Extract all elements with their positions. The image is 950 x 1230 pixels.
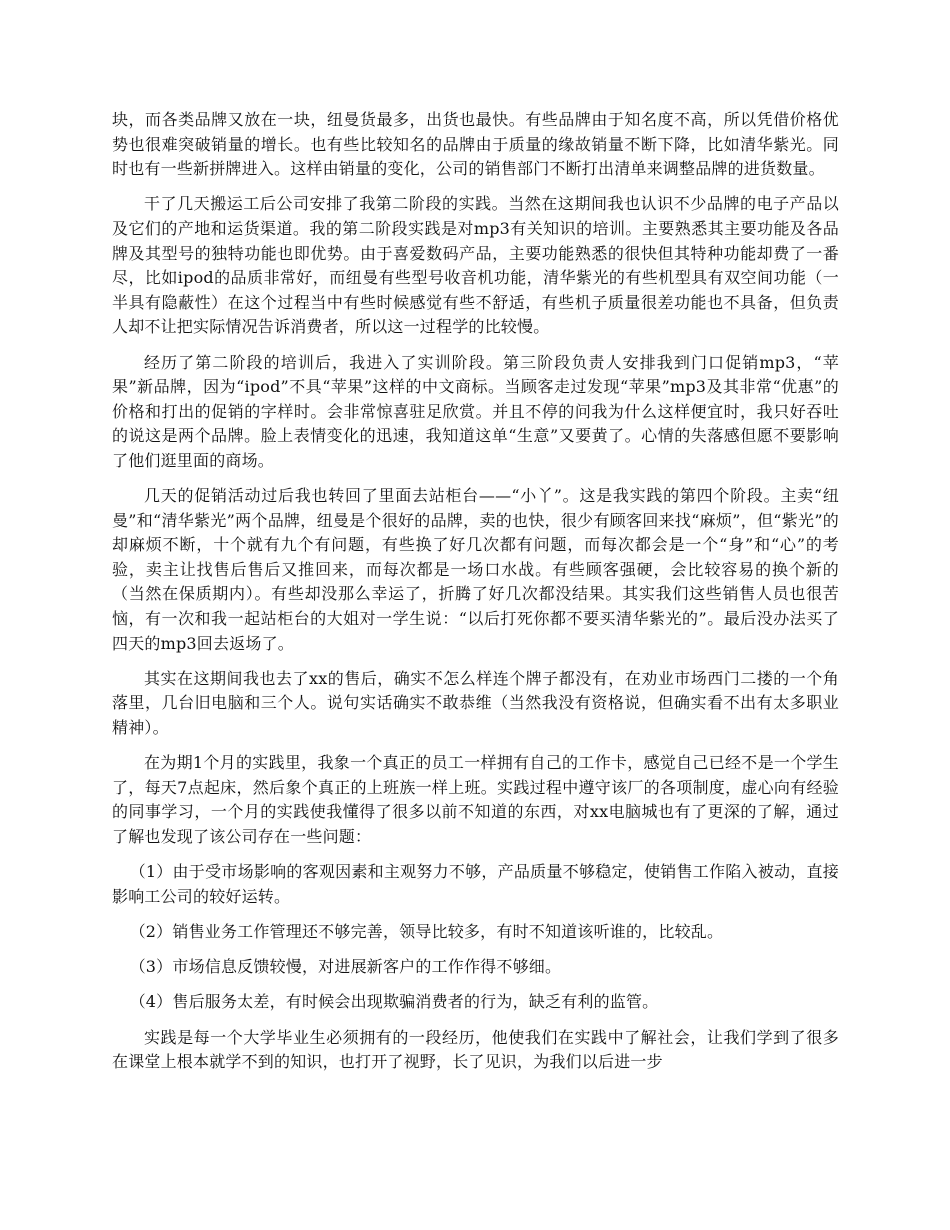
paragraph-third-stage: 经历了第二阶段的培训后，我进入了实训阶段。第三阶段负责人安排我到门口促销mp3，“苹果”新品牌，因为“ipod”不具“苹果”这样的中文商标。当顾客走过发现“苹果”mp3及其非常“优惠”的价格和打出的促销的字样时。会非常惊喜驻足欣赏。并且不停的问我为什么这样便宜时，我只好吞吐的说这是两个品牌。脸上表情变化的迅速，我知道这单“生意”又要黄了。心情的失落感但愿不要影响了他们逛里面的商场。 — [112, 352, 839, 470]
paragraph-second-stage: 干了几天搬运工后公司安排了我第二阶段的实践。当然在这期间我也认识不少品牌的电子产品以及它们的产地和运货渠道。我的第二阶段实践是对mp3有关知识的培训。主要熟悉其主要功能及各品牌及其型号的独特功能也即优势。由于喜爱数码产品，主要功能熟悉的很快但其特种功能却费了一番尽，比如ipod的品质非常好，而纽曼有些型号收音机功能，清华紫光的有些机型具有双空间功能（一半具有隐蔽性）在这个过程当中有些时候感觉有些不舒适，有些机子质量很差功能也不具备，但负责人却不让把实际情况告诉消费者，所以这一过程学的比较慢。 — [112, 194, 839, 337]
paragraph-fourth-stage: 几天的促销活动过后我也转回了里面去站柜台——“小丫”。这是我实践的第四个阶段。主卖“纽曼”和“清华紫光”两个品牌，纽曼是个很好的品牌，卖的也快，很少有顾客回来找“麻烦”，但“紫光”的却麻烦不断，十个就有九个有问题，有些换了好几次都有问题，而每次都会是一个“身”和“心”的考验，卖主让找售后售后又推回来，而每次都是一场口水战。有些顾客强硬，会比较容易的换个新的（当然在保质期内）。有些却没那么幸运了，折腾了好几次都没结果。其实我们这些销售人员也很苦恼，有一次和我一起站柜台的大姐对一学生说：“以后打死你都不要买清华紫光的”。最后没办法买了四天的mp3回去返场了。 — [112, 486, 839, 653]
paragraph-closing: 实践是每一个大学毕业生必须拥有的一段经历，他使我们在实践中了解社会，让我们学到了很多在课堂上根本就学不到的知识，也打开了视野，长了见识，为我们以后进一步 — [112, 1027, 839, 1072]
issue-item: （3）市场信息反馈较慢，对进展新客户的工作作得不够细。 — [129, 957, 562, 977]
issue-item: （1）由于受市场影响的客观因素和主观努力不够，产品质量不够稳定，使销售工作陷入被动，直接影响工公司的较好运转。 — [112, 862, 839, 906]
paragraph-summary: 在为期1个月的实践里，我象一个真正的员工一样拥有自己的工作卡，感觉自己已经不是一个学生了，每天7点起床，然后象个真正的上班族一样上班。实践过程中遵守该厂的各项制度，虚心向有经验的同事学习，一个月的实践使我懂得了很多以前不知道的东西，对xx电脑城也有了更深的了解，通过了解也发现了该公司存在一些问题： — [112, 753, 839, 846]
issue-item: （2）销售业务工作管理还不够完善，领导比较多，有时不知道该听谁的，比较乱。 — [129, 921, 724, 941]
document-body — [112, 108, 839, 1085]
paragraph-continuation: 块，而各类品牌又放在一块，纽曼货最多，出货也最快。有些品牌由于知名度不高，所以凭借价格优势也很难突破销量的增长。也有些比较知名的品牌由于质量的缘故销量不断下降，比如清华紫光。同时也有一些新拼牌进入。这样由销量的变化，公司的销售部门不断打出清单来调整品牌的进货数量。 — [112, 110, 839, 179]
issue-item: （4）售后服务太差，有时候会出现欺骗消费者的行为，缺乏有利的监管。 — [129, 992, 659, 1012]
paragraph-after-sales: 其实在这期间我也去了xx的售后，确实不怎么样连个牌子都没有，在劝业市场西门二搂的一个角落里，几台旧电脑和三个人。说句实话确实不敢恭维（当然我没有资格说，但确实看不出有太多职业精神）。 — [112, 668, 839, 738]
